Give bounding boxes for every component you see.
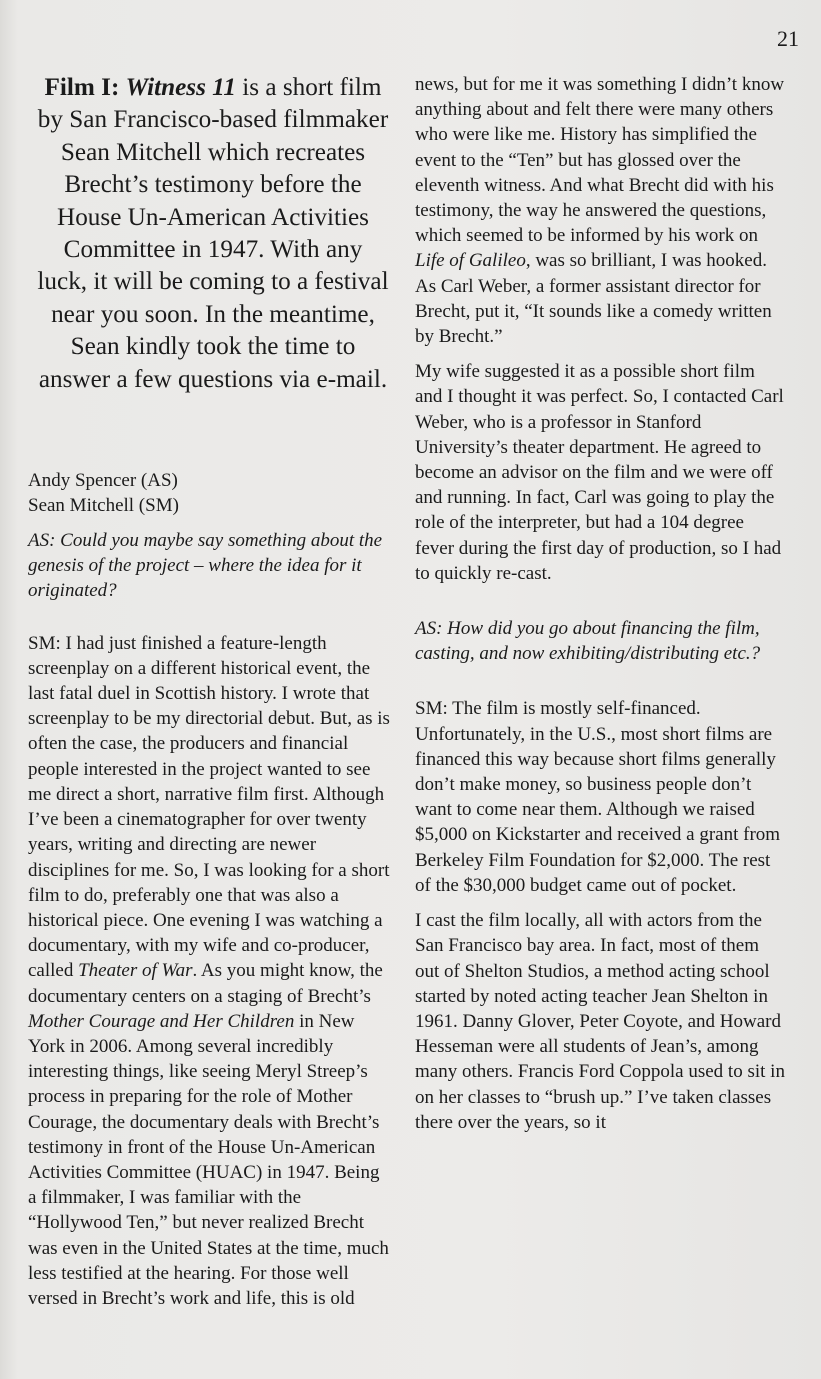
- play-title: Mother Courage and Her Children: [28, 1010, 295, 1032]
- intro-film-title: Witness 11: [125, 74, 236, 101]
- documentary-title: Theater of War: [78, 960, 193, 982]
- answer-2: SM: The film is mostly self-financed. Unfortunately, in the U.S., most short films are financed this way because short films generally don’t make money, so business people don’t want to come near them. Although we raised $5,000 on Kickstarter and received a grant from Berkeley Film Foundation for $2,000. The rest of the $30,000 budget came out of pocket.: [415, 698, 781, 896]
- answer-1-continued: [415, 72, 785, 349]
- credits: [28, 468, 390, 518]
- answer-1-text: in New York in 2006. Among several incredibly interesting things, like seeing Meryl Streep’s process in preparing for the role of Mother Courage, the documentary deals with Brecht’s testimony in front of the House Un-American Activities Committee (HUAC) in 1947. Being a filmmaker, I was familiar with the “Hollywood Ten,” but never realized Brecht was even in the United States at the time, much less testified at the hearing. For those well versed in Brecht’s work and life, this is old: [28, 1010, 389, 1309]
- question-2: AS: How did you go about financing the film, casting, and now exhibiting/distributing etc.?: [415, 618, 761, 665]
- page-number: 21: [777, 26, 799, 51]
- answer-1: [28, 631, 390, 1311]
- credit-interviewee: Sean Mitchell (SM): [28, 495, 179, 517]
- credit-interviewer: Andy Spencer (AS): [28, 470, 178, 492]
- right-column: [415, 72, 785, 1135]
- intro-lead: Film I:: [44, 74, 126, 101]
- answer-1-text: , was so brilliant, I was hooked. As Carl Weber, a former assistant director for Brecht, put it, “It sounds like a comedy written by Brecht.”: [415, 250, 772, 348]
- answer-1-text: news, but for me it was something I didn’t know anything about and felt there were many others who were like me. History has simplified the event to the “Ten” but has glossed over the eleventh witness. And what Brecht did with his testimony, the way he answered the questions, which seemed to be informed by his work on: [415, 74, 785, 247]
- galileo-title: Life of Galileo: [415, 250, 526, 272]
- intro-paragraph: [36, 72, 390, 396]
- answer-1-text: . As you might know, the documentary centers on a staging of Brecht’s: [28, 960, 383, 1007]
- answer-1-text: SM: I had just finished a feature-length screenplay on a different historical event, the last fatal duel in Scottish history. I wrote that screenplay to be my directorial debut. But, as is often the case, the producers and financial people interested in the project wanted to see me direct a short, narrative film first. Although I’ve been a cinematographer for over twenty years, writing and directing are newer disciplines for me. So, I was looking for a short film to do, preferably one that was also a historical piece. One evening I was watching a documentary, with my wife and co-producer, called: [28, 632, 390, 982]
- answer-1-paragraph-2: My wife suggested it as a possible short film and I thought it was perfect. So, I contacted Carl Weber, who is a professor in Stanford University’s theater department. He agreed to become an advisor on the film and we were off and running. In fact, Carl was going to play the role of the interpreter, but had a 104 degree fever during the first day of production, so I had to quickly re-cast.: [415, 361, 784, 584]
- question-1: AS: Could you maybe say something about the genesis of the project – where the idea for it originated?: [28, 530, 383, 602]
- answer-2-paragraph-2: I cast the film locally, all with actors from the San Francisco bay area. In fact, most of them out of Shelton Studios, a method acting school started by noted acting teacher Jean Shelton in 1961. Danny Glover, Peter Coyote, and Howard Hesseman were all students of Jean’s, among many others. Francis Ford Coppola used to sit in on her classes to “brush up.” I’ve taken classes there over the years, so it: [415, 910, 785, 1133]
- intro-text: is a short film by San Francisco-based filmmaker Sean Mitchell which recreates Brecht’s testimony before the House Un-American Activities Committee in 1947. With any luck, it will be coming to a festival near you soon. In the meantime, Sean kindly took the time to answer a few questions via e-mail.: [37, 74, 389, 393]
- left-column: [28, 72, 390, 1311]
